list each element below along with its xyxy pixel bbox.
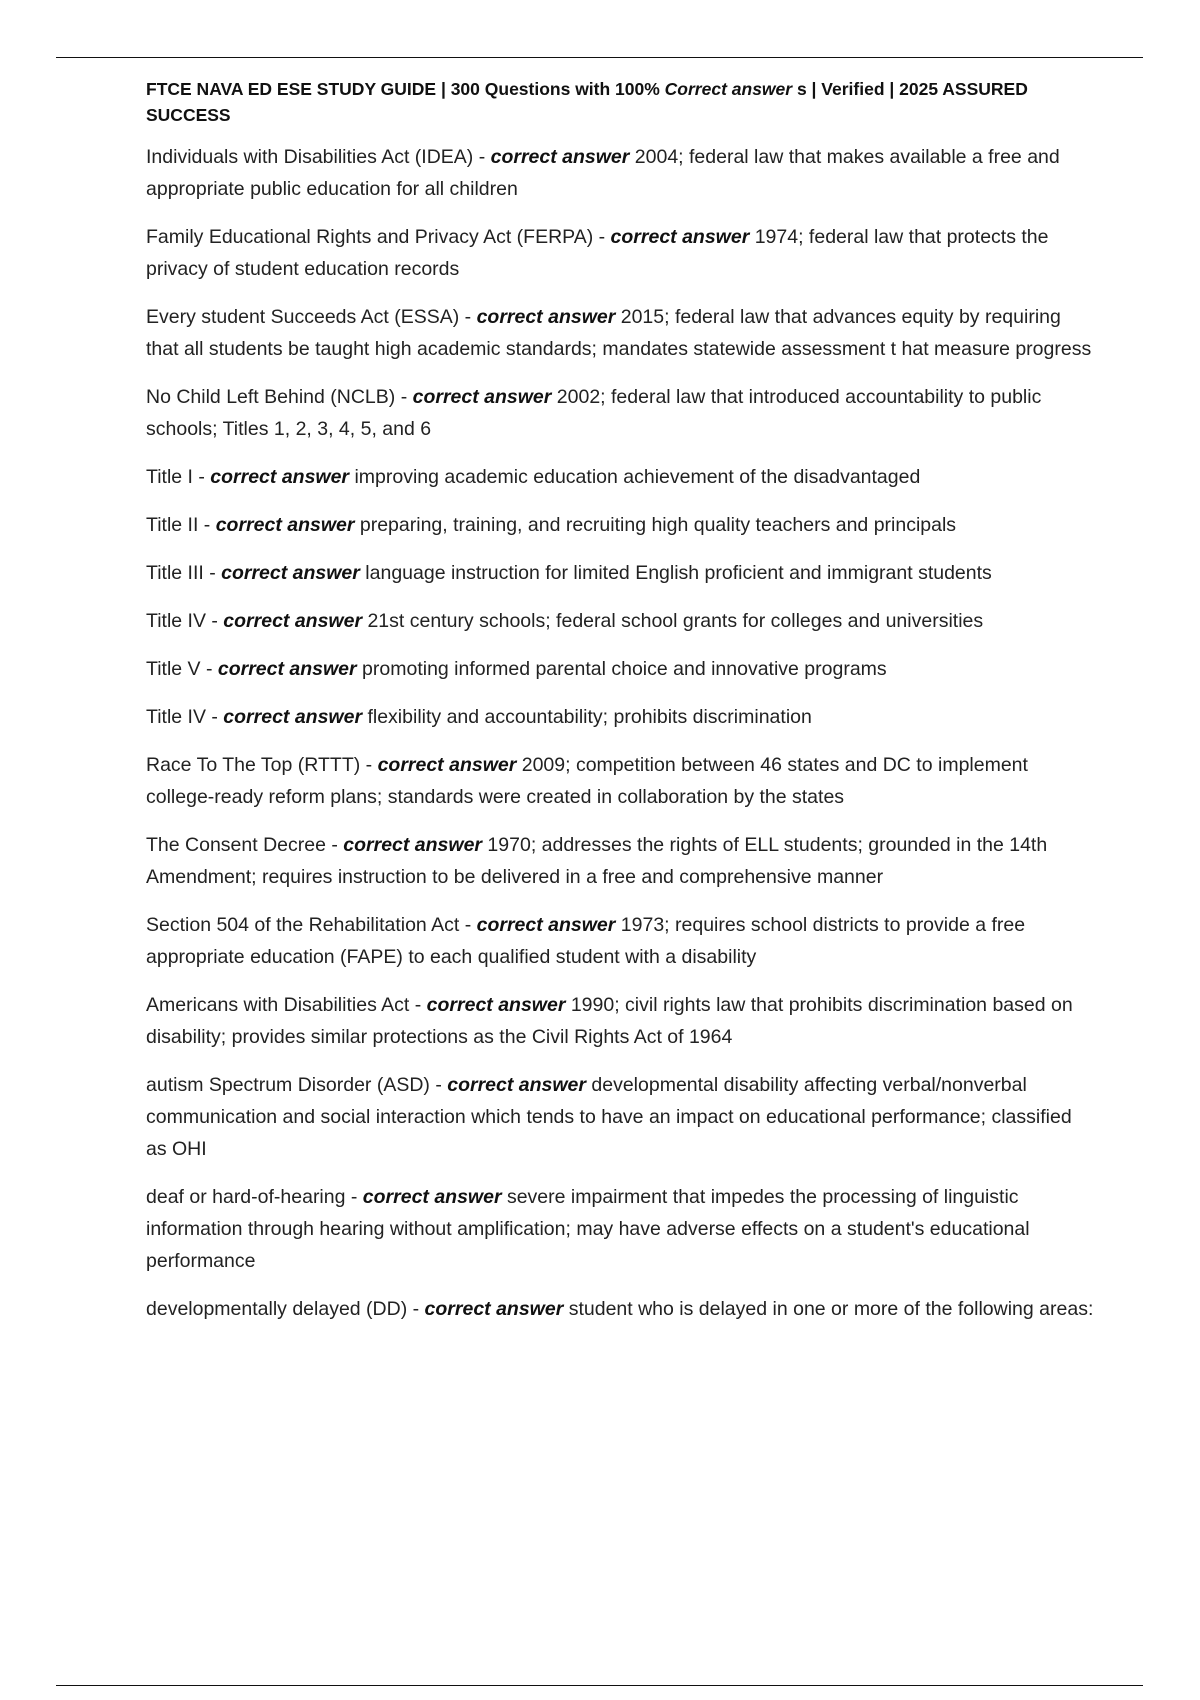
entry-definition: 1973; requires school districts to provide a free appropriate education (FAPE) to each qualified student with a disability	[146, 914, 1026, 968]
entry-definition: flexibility and accountability; prohibits discrimination	[362, 706, 812, 728]
document-body	[146, 76, 1096, 1341]
correct-answer-label: correct answer	[217, 658, 357, 680]
correct-answer-label: correct answer	[215, 514, 355, 536]
list-item	[146, 1181, 1096, 1277]
entry-term: Title II -	[146, 514, 216, 536]
entry-term: deaf or hard-of-hearing -	[146, 1186, 363, 1208]
entry-term: Americans with Disabilities Act -	[146, 994, 427, 1016]
entry-definition: severe impairment that impedes the processing of linguistic information through hearing without amplification; may have adverse effects on a student's educational performance	[146, 1186, 1030, 1272]
title-prefix: FTCE NAVA ED ESE STUDY GUIDE | 300 Questions with 100%	[146, 79, 665, 99]
list-item	[146, 1293, 1096, 1325]
entry-term: Family Educational Rights and Privacy Act (FERPA) -	[146, 226, 611, 248]
entry-definition: 2004; federal law that makes available a free and appropriate public education for all children	[146, 146, 1060, 200]
entry-definition: 2009; competition between 46 states and DC to implement college-ready reform plans; standards were created in collaboration by the states	[146, 754, 1028, 808]
list-item	[146, 381, 1096, 445]
correct-answer-label: correct answer	[447, 1074, 586, 1096]
entry-term: Title IV -	[146, 706, 224, 728]
correct-answer-label: correct answer	[223, 706, 363, 728]
list-item	[146, 557, 1096, 589]
entry-list	[146, 141, 1096, 1325]
correct-answer-label: correct answer	[424, 1298, 564, 1320]
list-item	[146, 653, 1096, 685]
entry-term: Race To The Top (RTTT) -	[146, 754, 378, 776]
entry-term: Individuals with Disabilities Act (IDEA) -	[146, 146, 491, 168]
entry-definition: developmental disability affecting verbal/nonverbal communication and social interaction which tends to have an impact on educational performance; classified as OHI	[146, 1074, 1072, 1160]
page-title	[146, 76, 1096, 128]
list-item	[146, 829, 1096, 893]
correct-answer-label: correct answer	[610, 226, 750, 248]
entry-definition: 1970; addresses the rights of ELL students; grounded in the 14th Amendment; requires instruction to be delivered in a free and comprehensive manner	[146, 834, 1048, 888]
entry-term: Title I -	[146, 466, 211, 488]
list-item	[146, 301, 1096, 365]
entry-definition: preparing, training, and recruiting high quality teachers and principals	[354, 514, 957, 536]
correct-answer-label: correct answer	[377, 754, 517, 776]
entry-term: Title IV -	[146, 610, 224, 632]
list-item	[146, 749, 1096, 813]
correct-answer-label: correct answer	[476, 914, 616, 936]
correct-answer-label: correct answer	[343, 834, 483, 856]
entry-definition: student who is delayed in one or more of the following areas:	[563, 1298, 1094, 1320]
title-italic: Correct answer	[664, 79, 793, 99]
list-item	[146, 989, 1096, 1053]
entry-definition: promoting informed parental choice and innovative programs	[356, 658, 887, 680]
entry-definition: 2002; federal law that introduced accountability to public schools; Titles 1, 2, 3, 4, 5, and 6	[146, 386, 1042, 440]
entry-definition: 1990; civil rights law that prohibits discrimination based on disability; provides similar protections as the Civil Rights Act of 1964	[146, 994, 1073, 1048]
list-item	[146, 605, 1096, 637]
entry-term: The Consent Decree -	[146, 834, 344, 856]
entry-term: No Child Left Behind (NCLB) -	[146, 386, 413, 408]
entry-definition: 2015; federal law that advances equity by requiring that all students be taught high academic standards; mandates statewide assessment t hat measure progress	[146, 306, 1092, 360]
entry-definition: language instruction for limited English proficient and immigrant students	[359, 562, 992, 584]
list-item	[146, 509, 1096, 541]
list-item	[146, 701, 1096, 733]
entry-definition: 1974; federal law that protects the privacy of student education records	[146, 226, 1049, 280]
correct-answer-label: correct answer	[223, 610, 363, 632]
correct-answer-label: correct answer	[210, 466, 350, 488]
list-item	[146, 1069, 1096, 1165]
title-suffix: s | Verified | 2025 ASSURED SUCCESS	[146, 79, 1028, 125]
entry-definition: improving academic education achievement of the disadvantaged	[349, 466, 921, 488]
list-item	[146, 909, 1096, 973]
list-item	[146, 221, 1096, 285]
correct-answer-label: correct answer	[221, 562, 360, 584]
entry-term: Title V -	[146, 658, 218, 680]
entry-term: developmentally delayed (DD) -	[146, 1298, 425, 1320]
entry-term: Section 504 of the Rehabilitation Act -	[146, 914, 477, 936]
correct-answer-label: correct answer	[476, 306, 616, 328]
entry-definition: 21st century schools; federal school grants for colleges and universities	[362, 610, 984, 632]
bottom-divider	[56, 1685, 1143, 1686]
entry-term: Title III -	[146, 562, 222, 584]
entry-term: Every student Succeeds Act (ESSA) -	[146, 306, 477, 328]
correct-answer-label: correct answer	[426, 994, 566, 1016]
list-item	[146, 461, 1096, 493]
top-divider	[56, 57, 1143, 58]
correct-answer-label: correct answer	[490, 146, 630, 168]
correct-answer-label: correct answer	[362, 1186, 502, 1208]
correct-answer-label: correct answer	[412, 386, 552, 408]
list-item	[146, 141, 1096, 205]
entry-term: autism Spectrum Disorder (ASD) -	[146, 1074, 448, 1096]
